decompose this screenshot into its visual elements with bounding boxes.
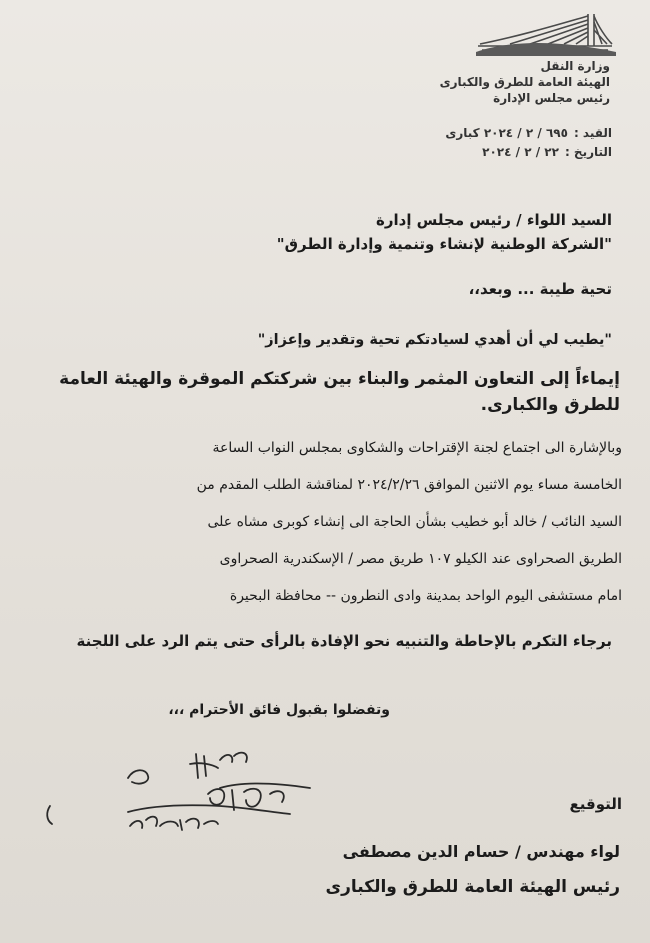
addressee-title: السيد اللواء / رئيس مجلس إدارة xyxy=(375,211,612,229)
signatory-name: لواء مهندس / حسام الدين مصطفى xyxy=(342,842,620,861)
greeting: تحية طيبة ... وبعد،، xyxy=(468,280,612,298)
body-line: وبالإشارة الى اجتماع لجنة الإقتراحات والشكاوى بمجلس النواب الساعة xyxy=(212,440,622,456)
signatory-title: رئيس الهيئة العامة للطرق والكبارى xyxy=(325,877,620,897)
bridge-logo-icon xyxy=(470,10,620,58)
handwritten-signature xyxy=(20,742,360,852)
letterhead xyxy=(350,58,610,106)
closing-line: وتفضلوا بقبول فائق الأحترام ،،، xyxy=(168,702,390,718)
ministry-name: وزارة النقل xyxy=(540,59,610,73)
addressee-company: "الشركة الوطنية لإنشاء وتنمية وإدارة الطرق" xyxy=(276,235,612,253)
body-line: امام مستشفى اليوم الواحد بمدينة وادى النطرون -- محافظة البحيرة xyxy=(229,588,622,604)
signature-label: التوقيع xyxy=(569,795,622,813)
reference-paragraph: إيماءاً إلى التعاون المثمر والبناء بين شركتكم الموقرة والهيئة العامة للطرق والكبارى. xyxy=(59,369,620,415)
body-line: السيد النائب / خالد أبو خطيب بشأن الحاجة الى إنشاء كوبرى مشاه على xyxy=(207,514,622,530)
office-name: رئيس مجلس الإدارة xyxy=(493,91,610,105)
intro-line: "يطيب لي أن أهدي لسيادتكم تحية وتقدير وإعزاز" xyxy=(257,332,612,348)
authority-name: الهيئة العامة للطرق والكبارى xyxy=(439,75,610,89)
request-text: التكرم بالإحاطة والتنبيه نحو الإفادة بالرأى حتى يتم الرد على اللجنة xyxy=(76,632,568,650)
date-label: التاريخ : xyxy=(564,145,612,159)
addressee xyxy=(52,208,612,256)
request-lead: برجاء xyxy=(572,632,612,650)
reference-block xyxy=(352,124,612,162)
date-value: ٢٢ / ٢ / ٢٠٢٤ xyxy=(482,145,559,159)
body-line: الطريق الصحراوى عند الكيلو ١٠٧ طريق مصر / الإسكندرية الصحراوى xyxy=(219,551,622,567)
body-paragraph xyxy=(26,430,622,615)
registration-label: القيد : xyxy=(573,126,612,140)
request-line xyxy=(42,632,612,650)
registration-value: ٦٩٥ / ٢ / ٢٠٢٤ كبارى xyxy=(445,126,568,140)
body-line: الخامسة مساء يوم الاثنين الموافق ٢٠٢٤/٢/٢٦ لمناقشة الطلب المقدم من xyxy=(196,477,622,493)
